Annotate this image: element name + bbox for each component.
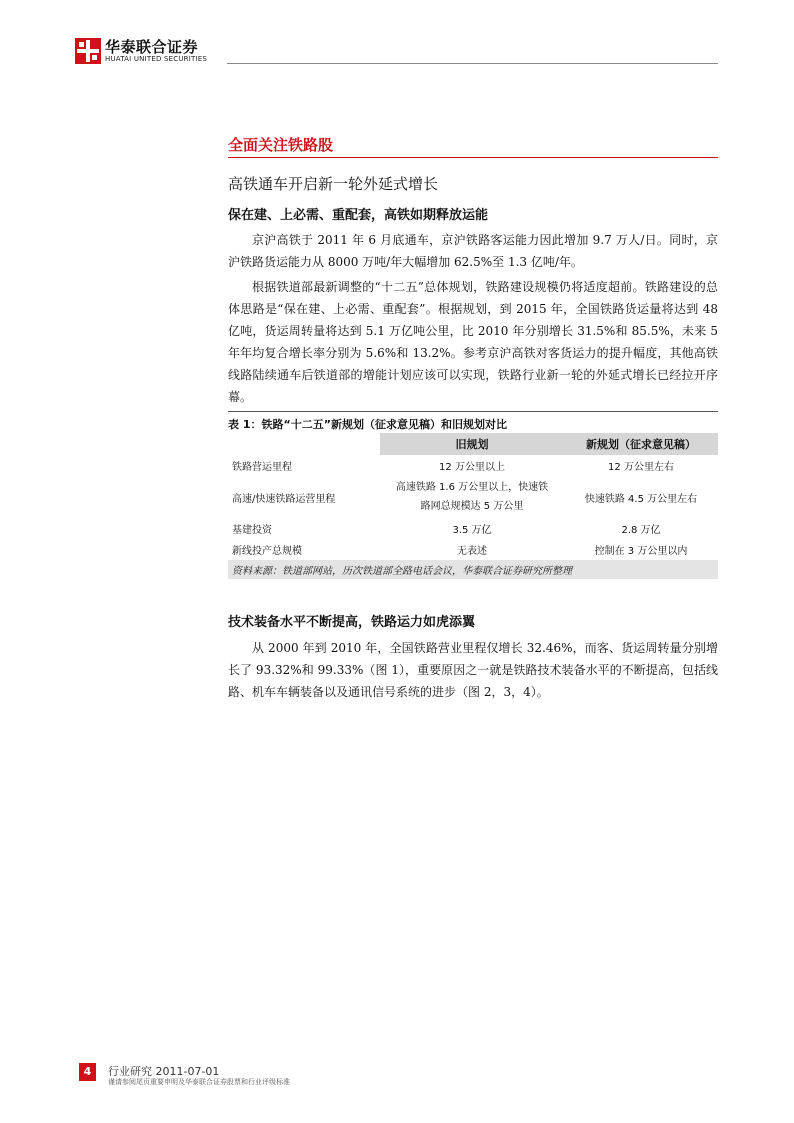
paragraph-beijing-shanghai: 京沪高铁于 2011 年 6 月底通车，京沪铁路客运能力因此增加 9.7 万人/日。同时，京沪铁路货运能力从 8000 万吨/年大幅增加 62.5%至 1.3 亿吨/年。 bbox=[228, 233, 718, 269]
new-plan-cell: 快速铁路 4.5 万公里左右 bbox=[584, 493, 698, 505]
heading-technology: 技术装备水平不断提高，铁路运力如虎添翼 bbox=[228, 615, 476, 630]
old-plan-cell: 无表述 bbox=[457, 546, 487, 557]
huatai-logo-icon bbox=[75, 38, 101, 64]
new-plan-cell: 12 万公里左右 bbox=[608, 462, 674, 473]
table-header-blank bbox=[228, 433, 380, 455]
disclaimer-link[interactable]: 谨请参阅尾页重要申明及华泰联合证券股票和行业评级标准 bbox=[108, 1078, 290, 1086]
report-type-date: 行业研究 2011-07-01 bbox=[108, 1065, 220, 1078]
heading-construction: 保在建、上必需、重配套，高铁如期释放运能 bbox=[228, 208, 489, 223]
table-row bbox=[228, 476, 718, 518]
row-label: 新线投产总规模 bbox=[232, 546, 302, 557]
subtitle: 高铁通车开启新一轮外延式增长 bbox=[228, 175, 439, 193]
row-label: 高速/快速铁路运营里程 bbox=[232, 493, 336, 505]
table-row bbox=[228, 518, 718, 539]
table-row bbox=[228, 539, 718, 560]
table-header-old-plan: 旧规划 bbox=[380, 433, 564, 455]
old-plan-cell-line: 高速铁路 1.6 万公里以上，快速铁 bbox=[395, 482, 549, 493]
paragraph-five-year-plan: 根据铁道部最新调整的“十二五”总体规划，铁路建设规模仍将适度超前。铁路建设的总体思路是“保在建、上必需、重配套”。根据规划，到 2015 年，全国铁路货运量将达到 48 亿吨，货运周转量将达到 5.1 万亿吨公里，比 2010 年分别增长 31.5%和 85.5%，未来 5 年年均复合增长率分别为 5.6%和 13.2%。参考京沪高铁对客货运力的提升幅度，其他高铁线路陆续通车后铁道部的增能计划应该可以实现，铁路行业新一轮的外延式增长已经拉开序幕。 bbox=[228, 280, 718, 404]
table-row bbox=[228, 455, 718, 476]
new-plan-cell: 2.8 万亿 bbox=[621, 525, 661, 536]
table-source: 资料来源：铁道部网站，历次铁道部全路电话会议，华泰联合证券研究所整理 bbox=[228, 560, 718, 579]
paragraph-technology: 从 2000 年到 2010 年，全国铁路营业里程仅增长 32.46%，而客、货运周转量分别增长了 93.32%和 99.33%（图 1），重要原因之一就是铁路技术装备水平的不断提高，包括线路、机车车辆装备以及通讯信号系统的进步（图 2，3，4）。 bbox=[228, 641, 718, 699]
section-divider bbox=[228, 157, 718, 158]
old-plan-cell: 12 万公里以上 bbox=[439, 462, 505, 473]
brand-name-cn: 华泰联合证券 bbox=[105, 38, 199, 56]
plan-comparison-table bbox=[228, 433, 718, 579]
table-header-row bbox=[228, 433, 718, 455]
table-source-row bbox=[228, 560, 718, 579]
brand-name-en: HUATAI UNITED SECURITIES bbox=[105, 55, 207, 63]
row-label: 基建投资 bbox=[232, 525, 272, 536]
old-plan-cell: 3.5 万亿 bbox=[452, 525, 492, 536]
header-divider bbox=[227, 63, 718, 64]
section-title: 全面关注铁路股 bbox=[228, 136, 334, 154]
row-label: 铁路营运里程 bbox=[232, 462, 292, 473]
page-number-badge: 4 bbox=[79, 1063, 96, 1081]
old-plan-cell bbox=[380, 476, 564, 518]
table-caption: 表 1：铁路“十二五”新规划（征求意见稿）和旧规划对比 bbox=[228, 418, 507, 431]
table-top-rule bbox=[228, 411, 718, 412]
page-header bbox=[75, 36, 718, 66]
table-header-new-plan: 新规划（征求意见稿） bbox=[564, 433, 718, 455]
old-plan-cell-line: 路网总规模达 5 万公里 bbox=[420, 501, 524, 512]
new-plan-cell: 控制在 3 万公里以内 bbox=[594, 546, 688, 557]
